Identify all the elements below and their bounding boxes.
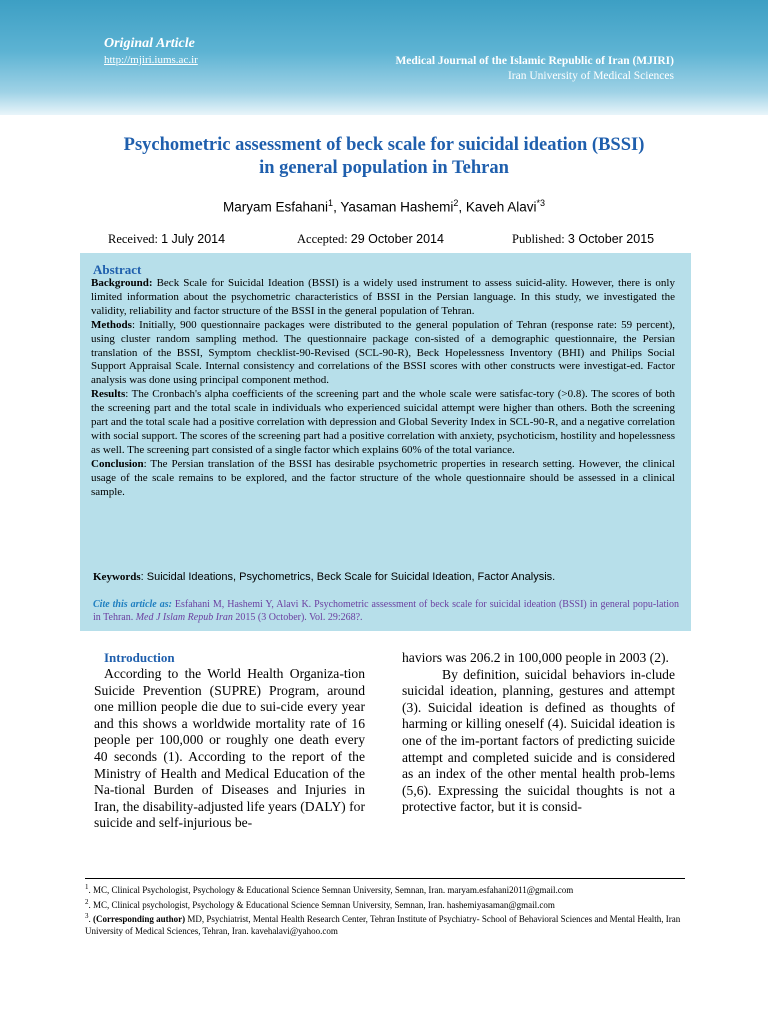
author-list: Maryam Esfahani$^1$, Yasaman Hashemi$^2$, Kaveh Alavi$^{*3}$ — [223, 198, 545, 215]
footnote-3: $^3$. (Corresponding author) MD, Psychiatrist, Mental Health Research Center, Tehran Institute of Psychiatry- School of Behavioral Sciences and Mental Health, Iran University of Medical Sciences, Tehran, Iran. kavehalavi@yahoo.com — [85, 912, 681, 936]
journal-name: Medical Journal of the Islamic Republic of Iran (MJIRI) — [395, 55, 674, 67]
author-3-affiliation: *3 — [536, 198, 545, 208]
background-label: Background: — [91, 277, 153, 289]
accepted-date — [297, 232, 444, 247]
abstract-conclusion — [91, 458, 675, 500]
received-label: Received: — [108, 232, 158, 246]
background-text: Beck Scale for Suicidal Ideation (BSSI) is a widely used instrument to assess suicid-ality. However, there is only limited information about the psychometric characteristics of BSSI in the Persian language. In this study, we investigated the validity, reliability and factor structure of the BSSI in the general population of Tehran. — [91, 277, 675, 317]
footnote-3-number: 3 — [85, 912, 89, 920]
footnote-1-number: 1 — [85, 883, 89, 891]
keywords — [93, 571, 679, 583]
article-type-label: Original Article — [104, 36, 195, 51]
footnote-2-number: 2 — [85, 897, 89, 906]
results-label: Results — [91, 388, 126, 401]
methods-text: : Initially, 900 questionnaire packages were distributed to the general population of Tehran (response rate: 59 percent), using cluster random sampling method. The questionnaire package con-sisted of a demographic questionnaire, the Persian translation of the BSSI, Symptom checklist-90-Revised (SCL-90-R), Beck Hopelessness Inventory (BHI) and Philips Social Support Appraisal Scale. Internal consistency and correlations of the BSSI scores with other constructs were investigat-ed. Factor analysis was done using principal component method. — [91, 318, 675, 387]
methods-label: Methods — [91, 318, 132, 331]
title-line-2: in general population in Tehran — [259, 158, 509, 178]
journal-url-link[interactable]: http://mjiri.iums.ac.ir — [104, 54, 198, 66]
footnote-3-label: (Corresponding author) — [93, 914, 186, 924]
footnote-1-text: . MC, Clinical Psychologist, Psychology & Educational Science Semnan University, Semnan, Iran. maryam.esfahani2011@gmail.com — [88, 885, 574, 895]
footnote-3-text: MD, Psychiatrist, Mental Health Research Center, Tehran Institute of Psychiatry- School of Behavioral Sciences and Mental Health, Iran University of Medical Sciences, Tehran, Iran. kavehalavi@yahoo.com — [85, 914, 681, 936]
received-value: 1 July 2014 — [161, 232, 226, 246]
journal-header-band — [0, 0, 768, 115]
author-3: Kaveh Alavi — [465, 199, 537, 215]
published-label: Published: — [512, 232, 565, 246]
body-column-right — [402, 650, 675, 816]
cite-tail: 2015 (3 October). Vol. 29:268?. — [232, 611, 363, 623]
abstract-results — [91, 388, 675, 458]
published-value: 3 October 2015 — [567, 232, 655, 246]
citation — [93, 599, 679, 624]
cite-label: Cite this article as: — [93, 599, 172, 610]
abstract-box — [80, 253, 691, 631]
cite-text: Esfahani M, Hashemi Y, Alavi K. Psychometric assessment of beck scale for suicidal ideation (BSSI) in general popu-lation in Tehran. — [93, 599, 679, 623]
author-2: Yasaman Hashemi — [340, 199, 454, 215]
conclusion-label: Conclusion — [91, 457, 144, 470]
footnote-1 — [85, 877, 685, 897]
author-1-affiliation: 1 — [328, 198, 334, 208]
abstract-methods — [91, 319, 675, 389]
abstract-heading: Abstract — [93, 262, 142, 277]
cite-journal: Med J Islam Repub Iran — [135, 611, 233, 623]
keywords-label: Keywords — [93, 571, 141, 583]
author-1: Maryam Esfahani — [223, 199, 329, 215]
university-name: Iran University of Medical Sciences — [507, 70, 674, 82]
intro-paragraph-2: By definition, suicidal behaviors in-clude suicidal ideation, planning, gestures and attempt (3). Suicidal ideation is defined as thoughts of harming or killing oneself (4). Suicidal ideation is one of the im-portant factors of predicting suicide attempt and completed suicide and is considered as an index of the other mental health prob-lems (5,6). Expressing the suicidal thoughts is not a protective factor, but it is consid- — [402, 666, 675, 815]
accepted-label: Accepted: — [297, 232, 348, 246]
footnote-2-text: . MC, Clinical psychologist, Psychology & Educational Science Semnan University, Semnan, Iran. hashemiyasaman@gmail.com — [88, 899, 555, 910]
introduction-heading: Introduction — [104, 650, 175, 665]
keywords-text: : Suicidal Ideations, Psychometrics, Beck Scale for Suicidal Ideation, Factor Analysis. — [140, 571, 556, 583]
accepted-value: 29 October 2014 — [350, 232, 444, 246]
header-left — [104, 36, 198, 66]
conclusion-text: : The Persian translation of the BSSI has desirable psychometric properties in research setting. However, the clinical usage of the scale remains to be explored, and the factor structure of the whole questionnaire should be assessed in a clinical sample. — [91, 457, 675, 498]
paper-title — [40, 134, 728, 180]
footnote-2 — [85, 897, 685, 912]
header-right — [395, 54, 674, 84]
body-column-left — [94, 650, 365, 832]
published-date — [512, 232, 654, 247]
abstract-background — [91, 277, 675, 319]
intro-paragraph-1: According to the World Health Organiza-tion Suicide Prevention (SUPRE) Program, around one million people die due to sui-cide every year and this shows a worldwide mortality rate of 16 people per 100,000 or roughly one death every 40 seconds (1). According to the report of the Ministry of Health and Medical Education of the Na-tional Burden of Diseases and Injuries in Iran, the disability-adjusted life years (DALY) for suicide and self-injurious be- — [94, 666, 365, 831]
intro-paragraph-continued: haviors was 206.2 in 100,000 people in 2003 (2). — [402, 650, 669, 665]
title-line-1: Psychometric assessment of beck scale for suicidal ideation (BSSI) — [123, 135, 645, 155]
abstract-body — [91, 277, 675, 500]
results-text: : The Cronbach's alpha coefficients of the screening part and the whole scale were satisfac-tory (>0.8). The scores of both the screening part and the total scale in individuals who experienced suicidal attempt were higher than others. Both the screening part and the total scale had a positive correlation with depression and Global Severity Index in SCL-90-R, and a negative correlation with social support. The scores of the screening part had a positive correlation with anxiety, psychoticism, hostility and hopelessness as well. The screening part consisted of a single factor which explains 60% of the total variance. — [91, 388, 675, 456]
footnotes — [85, 877, 685, 937]
author-2-affiliation: 2 — [453, 198, 459, 208]
received-date — [108, 232, 225, 247]
